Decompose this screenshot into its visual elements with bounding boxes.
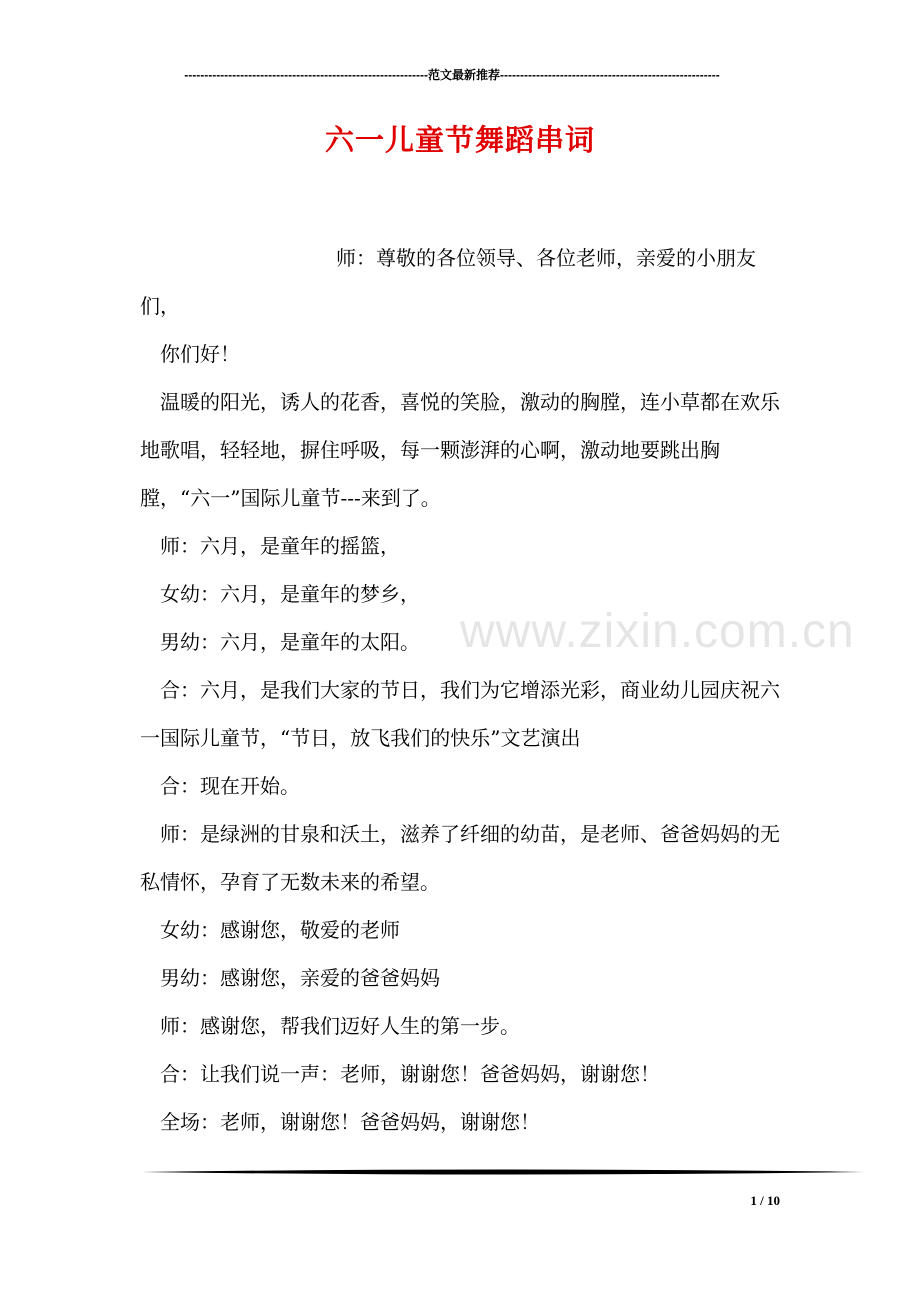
paragraph: 师：感谢您，帮我们迈好人生的第一步。 bbox=[160, 1014, 520, 1038]
paragraph: 男幼：感谢您，亲爱的爸爸妈妈 bbox=[160, 966, 440, 990]
paragraph: 女幼：六月，是童年的梦乡， bbox=[160, 582, 420, 606]
paragraph: 合：六月，是我们大家的节日，我们为它增添光彩，商业幼儿园庆祝六一国际儿童节，“节日，放飞我们的快乐”文艺演出 bbox=[140, 678, 780, 750]
paragraph: 师：六月，是童年的摇篮， bbox=[160, 534, 400, 558]
document-title: 六一儿童节舞蹈串词 bbox=[324, 123, 595, 157]
paragraph: 温暖的阳光，诱人的花香，喜悦的笑脸，激动的胸膛，连小草都在欢乐地歌唱，轻轻地，摒住呼吸，每一颗澎湃的心啊，激动地要跳出胸膛，“六一”国际儿童节---来到了。 bbox=[140, 390, 780, 510]
document-body bbox=[140, 234, 788, 1146]
watermark: www.zixin.com.cn bbox=[460, 605, 855, 658]
paragraph: 女幼：感谢您，敬爱的老师 bbox=[160, 918, 400, 942]
paragraph: 师：尊敬的各位领导、各位老师，亲爱的小朋友们， bbox=[140, 246, 756, 318]
paragraph: 男幼：六月，是童年的太阳。 bbox=[160, 630, 420, 654]
paragraph: 合：让我们说一声：老师，谢谢您！爸爸妈妈，谢谢您！ bbox=[160, 1062, 660, 1086]
page-number: 1 / 10 bbox=[750, 1193, 780, 1208]
paragraph: 合：现在开始。 bbox=[160, 774, 300, 798]
footer-rule bbox=[142, 1168, 864, 1176]
paragraph: 全场：老师，谢谢您！爸爸妈妈，谢谢您！ bbox=[160, 1110, 540, 1134]
paragraph: 师：是绿洲的甘泉和沃土，滋养了纤细的幼苗，是老师、爸爸妈妈的无私情怀，孕育了无数未来的希望。 bbox=[140, 822, 780, 894]
page-header: -------------------------------------------------------------范文最新推荐------------------------------------------------------- bbox=[184, 68, 720, 82]
paragraph: 你们好！ bbox=[160, 342, 240, 366]
